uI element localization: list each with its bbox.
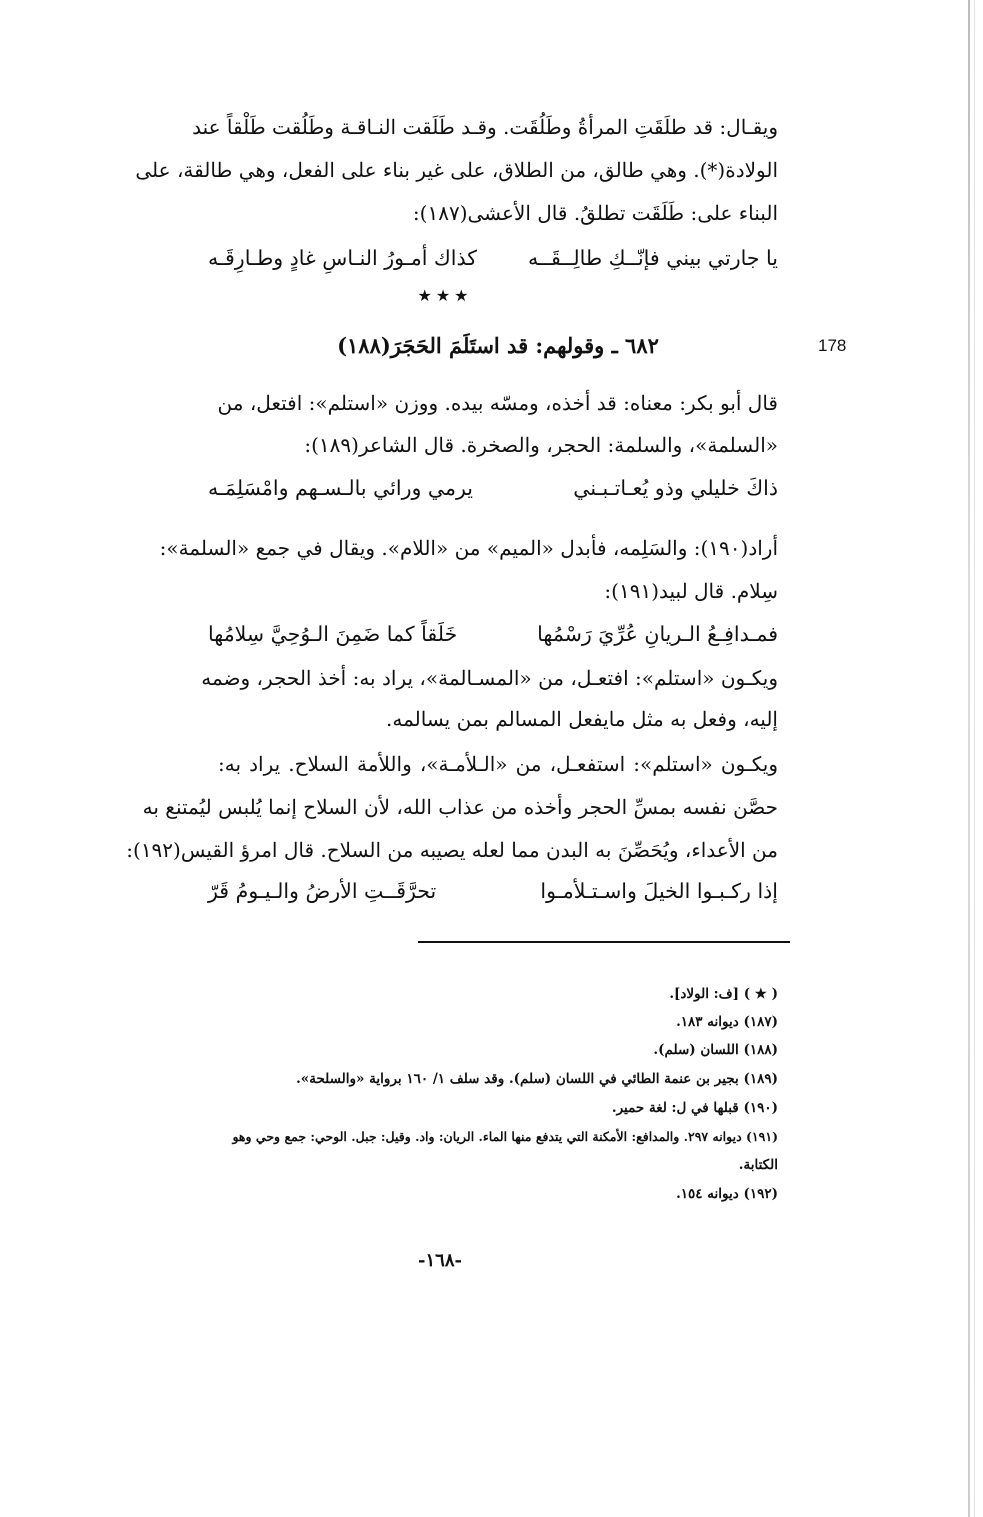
body-line: أراد(١٩٠): والسَلِمه، فأبدل «الميم» من «اللام». ويقال في جمع «السلمة»:	[159, 536, 778, 560]
body-line: «السلمة»، والسلمة: الحجر، والصخرة. قال الشاعر(١٨٩):	[304, 433, 778, 457]
margin-page-number: 178	[818, 336, 847, 355]
verse-hemistich-first: يا جارتي بيني فإنّــكِ طالِــقَــه	[527, 246, 778, 270]
footnote: (١٨٨) اللسان (سلم).	[653, 1042, 778, 1058]
body-line: ويكـون «استلم»: استفعـل، من «الـلأمـة»، واللأمة السلاح. يراد به:	[218, 752, 778, 776]
verse-hemistich-first: ذاكَ خليلي وذو يُعـاتـبـني	[573, 476, 778, 500]
body-line: البناء على: طَلَقَت تطلقُ. قال الأعشى(١٨٧):	[412, 201, 778, 225]
body-line: الولادة(*). وهي طالق، من الطلاق، على غير بناء على الفعل، وهي طالقة، على	[135, 158, 778, 182]
footnote: (١٨٩) بجير بن عنمة الطائي في اللسان (سلم). وقد سلف ١/ ١٦٠ برواية «والسلحة».	[296, 1071, 778, 1087]
verse	[208, 468, 778, 508]
scan-edge	[968, 0, 970, 1517]
body-line: قال أبو بكر: معناه: قد أخذه، ومسّه بيده. ووزن «استلم»: افتعل، من	[217, 391, 778, 415]
verse-hemistich-first: إذا ركـبـوا الخيلَ واسـتـلأمـوا	[540, 879, 778, 903]
section-divider-stars: ★★★	[417, 286, 473, 305]
footnote: الكتابة.	[738, 1157, 778, 1173]
page-number: -١٦٨-	[418, 1250, 462, 1271]
body-line: سِلام. قال لبيد(١٩١):	[604, 579, 778, 603]
section-heading: ٦٨٢ ـ وقولهم: قد استَلَمَ الحَجَرَ(١٨٨)	[337, 333, 659, 358]
footnote: (١٩٢) ديوانه ١٥٤.	[676, 1186, 778, 1202]
verse	[208, 871, 778, 911]
body-line: ويقـال: قد طلَقَتِ المرأةُ وطَلُقَت. وقـد طَلَقت النـاقـة وطَلُقت طَلْقاً عند	[192, 115, 778, 139]
body-line: حصَّن نفسه بمسِّ الحجر وأخذه من عذاب الله، لأن السلاح إنما يُلبس ليُمتنع به	[142, 795, 778, 819]
footnote: (١٩١) ديوانه ٢٩٧. والمدافع: الأمكنة التي يتدفع منها الماء. الريان: واد. وقيل: جبل. الوحي: جمع وحي وهو	[232, 1129, 778, 1144]
verse	[208, 238, 778, 278]
verse	[208, 614, 778, 654]
body-line: إليه، وفعل به مثل مايفعل المسالم بمن يسالمه.	[386, 707, 778, 731]
footnote-separator	[418, 941, 790, 943]
verse-hemistich-second: كذاك أمـورُ النـاسِ غادٍ وطـارِقَـه	[208, 246, 478, 270]
verse-hemistich-first: فمـدافِـعُ الـريانِ عُرِّيَ رَسْمُها	[537, 622, 778, 646]
footnote: (١٨٧) ديوانه ١٨٣.	[676, 1014, 778, 1030]
verse-hemistich-second: يرمي ورائي بالـسـهم وامْسَلِمَـه	[208, 476, 474, 500]
verse-hemistich-second: خَلَقاً كما ضَمِنَ الـوُحِيَّ سِلامُها	[208, 622, 458, 646]
body-line: ويكـون «استلم»: افتعـل، من «المسـالمة»، يراد به: أخذ الحجر، وضمه	[201, 666, 778, 690]
footnote: (١٩٠) قبلها في ل: لغة حمير.	[611, 1100, 778, 1116]
body-line: من الأعداء، ويُحَصِّنَ به البدن مما لعله يصيبه من السلاح. قال امرؤ القيس(١٩٢):	[126, 838, 778, 862]
scan-edge-faint	[974, 0, 975, 1517]
verse-hemistich-second: تحرَّقَــتِ الأرضُ والـيـومُ قَرّ	[208, 879, 437, 903]
footnote: ( ★ ) [ف: الولاد].	[669, 986, 778, 1002]
